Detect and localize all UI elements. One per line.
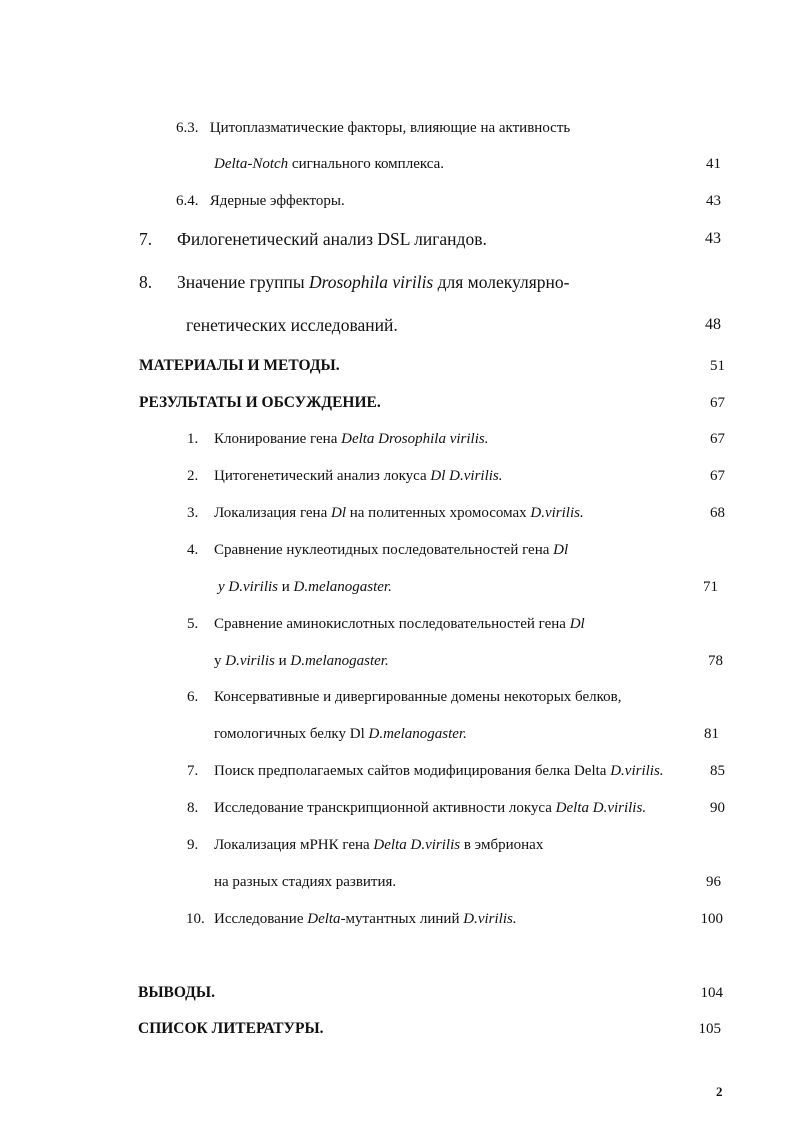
toc-title [214,799,646,817]
toc-title-italic: Delta-Notch [214,156,289,172]
toc-title [177,272,570,292]
toc-title: Филогенетический анализ DSL лигандов. [177,229,487,249]
toc-number: 6.4. [176,193,199,209]
toc-page: 48 [705,316,721,333]
toc-title [214,836,543,854]
toc-title-italic: Delta [307,911,341,927]
toc-number: 10. [186,911,205,927]
toc-number: 1. [187,431,199,447]
toc-title-cont: на разных стадиях развития. [214,874,397,890]
toc-title-part: Поиск предполагаемых сайтов модифицирования белка Delta [214,763,611,779]
toc-entry-7 [139,229,152,249]
toc-number: 6.3. [176,120,199,136]
toc-page: 104 [700,985,723,1001]
toc-title [214,430,488,448]
toc-title-italic: D.melanogaster. [290,653,389,669]
toc-page: 71 [703,579,718,595]
toc-title-italic: D.virilis [225,653,275,669]
toc-number: 7. [187,763,199,779]
toc-title [214,541,568,559]
page-number: 2 [716,1084,723,1099]
toc-number: 8. [187,800,199,816]
toc-page: 96 [706,874,721,890]
toc-section-references: СПИСОК ЛИТЕРАТУРЫ. [138,1020,324,1037]
toc-title-italic: Dl D.virilis. [430,468,503,484]
toc-title: Ядерные эффекторы. [209,193,345,209]
toc-entry-8 [139,272,152,292]
toc-title: Цитоплазматические факторы, влияющие на активность [209,120,571,136]
toc-number: 7. [139,229,153,249]
toc-page: 85 [710,763,725,779]
toc-title-cont [214,725,467,743]
toc-entry-6-3 [176,119,570,137]
toc-title-italic: Dl [569,616,585,632]
toc-number: 4. [187,542,199,558]
toc-title [214,615,585,633]
toc-page: 43 [706,193,721,209]
toc-title-italic: Dl [553,542,569,558]
toc-title-part: для молекулярно- [433,272,570,292]
toc-title-italic: Delta D.virilis. [555,800,647,816]
toc-section-results: РЕЗУЛЬТАТЫ И ОБСУЖДЕНИЕ. [139,394,381,411]
toc-title-part: Локализация мРНК гена [214,837,374,853]
toc-title-italic: Dl [331,505,346,521]
toc-title-cont [214,652,389,670]
toc-page: 67 [710,468,725,484]
toc-title-italic: D.virilis. [463,911,517,927]
toc-title-part: и [278,579,294,595]
toc-title-part: Цитогенетический анализ локуса [214,468,431,484]
toc-title-part: Клонирование гена [214,431,342,447]
toc-entry-6-3-cont [214,155,444,173]
toc-title-cont: генетических исследований. [186,315,398,335]
toc-section-materials: МАТЕРИАЛЫ И МЕТОДЫ. [139,357,340,374]
toc-page: 67 [710,395,725,411]
toc-page: 105 [698,1021,721,1037]
toc-title: Консервативные и дивергированные домены некоторых белков, [214,689,622,705]
toc-title [214,504,584,522]
toc-page: 41 [706,156,721,172]
toc-title-part: гомологичных белку Dl [214,726,369,742]
toc-title-part: и [274,653,291,669]
toc-page: 43 [705,230,721,247]
toc-number: 6. [187,689,199,705]
toc-number: 9. [187,837,199,853]
toc-section-conclusions: ВЫВОДЫ. [138,984,215,1001]
toc-title-part: на политенных хромосомах [346,505,531,521]
toc-title-part: в эмбрионах [460,837,544,853]
toc-title-part: Локализация гена [214,505,331,521]
toc-title-italic: Drosophila virilis [308,272,434,292]
toc-title-part: Значение группы [177,272,309,292]
toc-number: 8. [139,272,153,292]
toc-page: 90 [710,800,725,816]
toc-title: сигнального комплекса. [288,156,445,172]
toc-number: 2. [187,468,199,484]
toc-page: 100 [700,911,723,927]
toc-number: 3. [187,505,199,521]
toc-title-italic: D.virilis. [530,505,584,521]
toc-title-part: Исследование транскрипционной активности локуса [214,800,556,816]
toc-number: 5. [187,616,199,632]
toc-title-italic: Delta Drosophila virilis. [341,431,489,447]
toc-title-part: у [214,653,226,669]
toc-page: 67 [710,431,725,447]
toc-title-italic: D.virilis. [610,763,664,779]
toc-title [214,910,517,928]
toc-title-italic: D.melanogaster. [368,726,467,742]
toc-title-part: Сравнение аминокислотных последовательностей гена [214,616,570,632]
toc-title-italic: Delta D.virilis [373,837,461,853]
toc-title-italic: y D.virilis [218,579,278,595]
toc-title-part: Исследование [214,911,308,927]
toc-page: 81 [704,726,719,742]
toc-page: 68 [710,505,725,521]
toc-page: 78 [708,653,723,669]
toc-title-cont [218,578,392,596]
toc-title-italic: D.melanogaster. [293,579,392,595]
toc-page: 51 [710,358,725,374]
toc-title [214,762,664,780]
toc-title-part: -мутантных линий [340,911,464,927]
toc-entry-6-4 [176,192,345,210]
toc-title [214,467,503,485]
toc-title-part: Сравнение нуклеотидных последовательностей гена [214,542,554,558]
